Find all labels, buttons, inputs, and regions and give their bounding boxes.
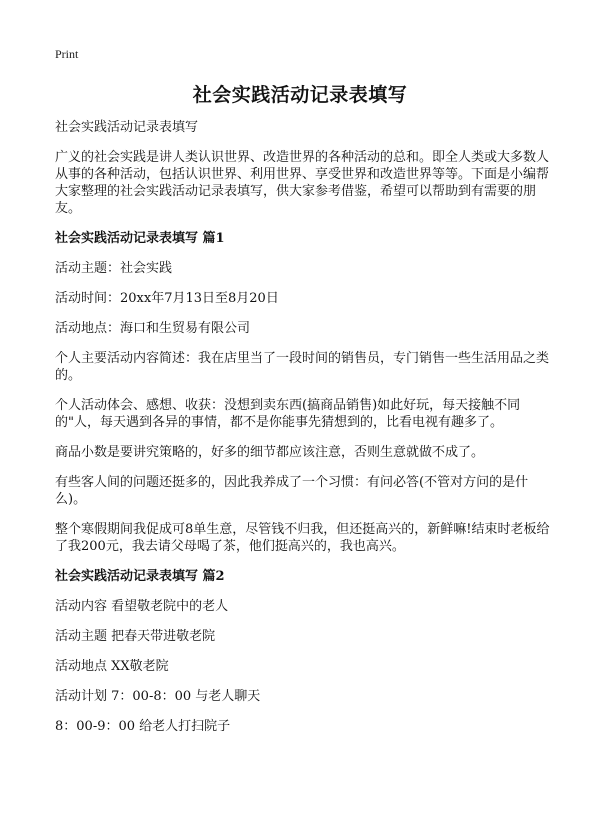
intro-paragraph: 广义的社会实践是讲人类认识世界、改造世界的各种活动的总和。即全人类或大多数人从事的各种活动，包括认识世界、利用世界、享受世界和改造世界等等。下面是小编帮大家整理的社会实践活动记录表填写，供大家参考借鉴，希望可以帮助到有需要的朋友。 [55,150,550,216]
page-title: 社会实践活动记录表填写 [192,84,408,106]
paragraph: 活动时间：20xx年7月13日至8月20日 [55,291,279,306]
section-heading-2: 社会实践活动记录表填写 篇2 [55,569,225,584]
paragraph: 活动地点 XX敬老院 [55,659,169,674]
document-subtitle: 社会实践活动记录表填写 [55,120,199,135]
document-body [55,119,550,748]
paragraph: 整个寒假期间我促成可8单生意，尽管钱不归我，但还挺高兴的，新鲜嘛!结束时老板给了我200元，我去请父母喝了茶，他们挺高兴的，我也高兴。 [55,522,550,554]
paragraph: 活动内容 看望敬老院中的老人 [55,599,229,614]
paragraph: 活动主题：社会实践 [55,261,173,276]
paragraph: 活动地点：海口和生贸易有限公司 [55,321,251,336]
paragraph: 有些客人间的问题还挺多的，因此我养成了一个习惯：有问必答(不管对方问的是什么)。 [55,475,529,507]
paragraph: 个人活动体会、感想、收获：没想到卖东西(搞商品销售)如此好玩，每天接触不同的"人，每天遇到各异的事情，都不是你能事先猜想到的，比看电视有趣多了。 [55,398,521,430]
paragraph: 8：00-9：00 给老人打扫院子 [55,719,231,734]
paragraph: 商品小数是要讲究策略的，好多的细节都应该注意，否则生意就做不成了。 [55,445,485,460]
paragraph: 活动主题 把春天带进敬老院 [55,629,216,644]
paragraph: 活动计划 7：00-8：00 与老人聊天 [55,689,261,704]
section-heading-1: 社会实践活动记录表填写 篇1 [55,231,225,246]
paragraph: 个人主要活动内容简述：我在店里当了一段时间的销售员，专门销售一些生活用品之类的。 [55,351,550,383]
print-link[interactable]: Print [55,47,79,61]
